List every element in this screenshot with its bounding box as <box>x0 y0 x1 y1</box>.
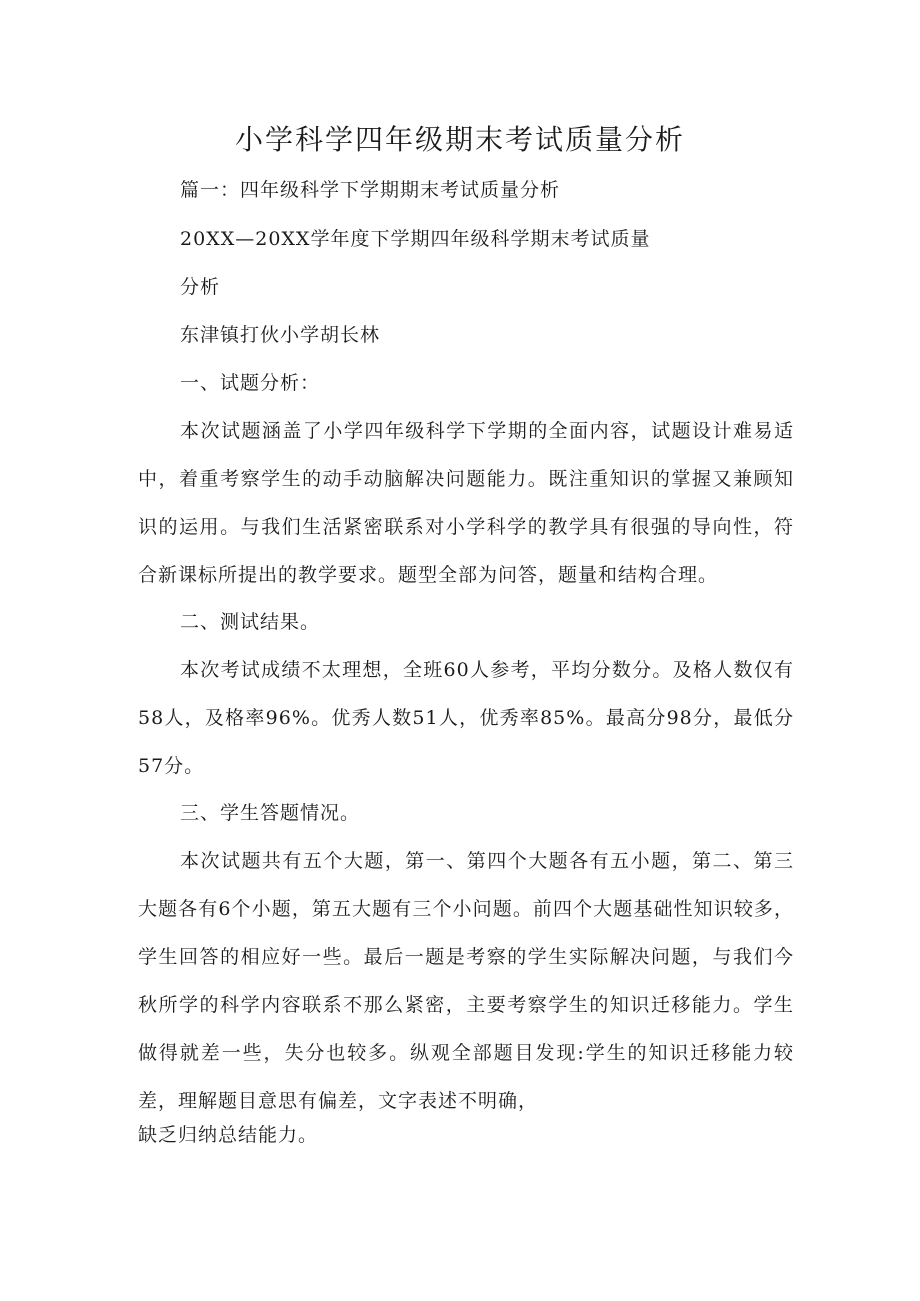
author-line: 东津镇打伙小学胡长林 <box>180 324 381 346</box>
section3-body: 本次试题共有五个大题，第一、第四个大题各有五小题，第二、第三大题各有6个小题，第五大题有三个小问题。前四个大题基础性知识较多，学生回答的相应好一些。最后一题是考察的学生实际解决问题，与我们今秋所学的科学内容联系不那么紧密，主要考察学生的知识迁移能力。学生做得就差一些，失分也较多。纵观全部题目发现:学生的知识迁移能力较差，理解题目意思有偏差，文字表述不明确， <box>138 850 794 1112</box>
report-title-line1: 20XX—20XX学年度下学期四年级科学期末考试质量 <box>180 228 651 250</box>
section2-body: 本次考试成绩不太理想，全班60人参考，平均分数分。及格人数仅有58人，及格率96%。优秀人数51人，优秀率85%。最高分98分，最低分57分。 <box>138 659 794 777</box>
section3-tail: 缺乏归纳总结能力。 <box>138 1124 319 1146</box>
section1-body: 本次试题涵盖了小学四年级科学下学期的全面内容，试题设计难易适中，着重考察学生的动手动脑解决问题能力。既注重知识的掌握又兼顾知识的运用。与我们生活紧密联系对小学科学的教学具有很强的导向性，符合新课标所提出的教学要求。题型全部为问答，题量和结构合理。 <box>138 420 794 586</box>
section2-heading: 二、测试结果。 <box>180 611 321 633</box>
subtitle: 篇一：四年级科学下学期期末考试质量分析 <box>180 179 561 201</box>
section3-heading: 三、学生答题情况。 <box>180 802 361 824</box>
report-title-line2: 分析 <box>180 276 221 298</box>
document-title: 小学科学四年级期末考试质量分析 <box>234 123 685 156</box>
section1-heading: 一、试题分析： <box>180 372 321 394</box>
